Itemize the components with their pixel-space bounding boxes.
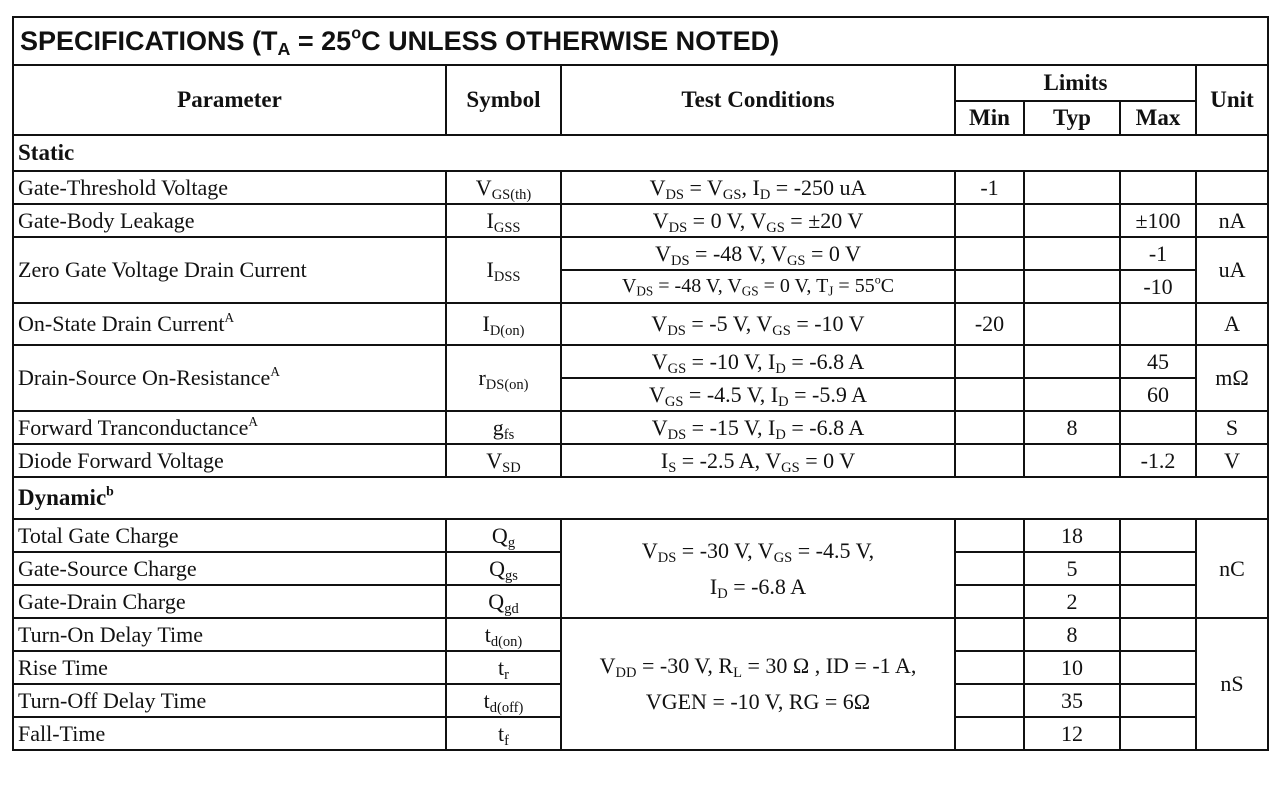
table-row (13, 411, 1268, 444)
table-title: SPECIFICATIONS ($T_A = 25^oC$ UNLESS OTHERWISE NOTED) (13, 17, 1268, 65)
unit-value: V (1196, 444, 1268, 477)
param-gate-source-charge: Gate-Source Charge (13, 552, 446, 585)
typ-value (1024, 237, 1120, 270)
header-max: Max (1120, 101, 1196, 135)
typ-value: 12 (1024, 717, 1120, 750)
table-row (13, 618, 1268, 651)
max-value (1120, 171, 1196, 204)
table-row (13, 171, 1268, 204)
param-turn-on-delay-time: Turn-On Delay Time (13, 618, 446, 651)
min-value: -20 (955, 303, 1024, 345)
test-condition: $V_{GS} = -10$ V, $I_D = -6.8$ A (561, 345, 955, 378)
min-value (955, 717, 1024, 750)
typ-value (1024, 378, 1120, 411)
min-value: -1 (955, 171, 1024, 204)
table-row (13, 303, 1268, 345)
max-value (1120, 552, 1196, 585)
specifications-table-wrapper (12, 16, 1267, 751)
min-value (955, 345, 1024, 378)
test-condition: $V_{DS} = -15$ V, $I_D = -6.8$ A (561, 411, 955, 444)
unit-value: nA (1196, 204, 1268, 237)
typ-value (1024, 171, 1120, 204)
test-condition: $V_{GS} = -4.5$ V, $I_D = -5.9$ A (561, 378, 955, 411)
typ-value (1024, 270, 1120, 303)
typ-value: 35 (1024, 684, 1120, 717)
min-value (955, 684, 1024, 717)
test-condition-gate-charge: $V_{DS} = -30$ V, $V_{GS} = -4.5$ V, $I_D = -6.8$ A (561, 519, 955, 618)
unit-value: S (1196, 411, 1268, 444)
header-symbol: Symbol (446, 65, 561, 135)
param-on-state-drain-current: On-State Drain Current$^A$ (13, 303, 446, 345)
param-diode-forward-voltage: Diode Forward Voltage (13, 444, 446, 477)
max-value: 45 (1120, 345, 1196, 378)
max-value: 60 (1120, 378, 1196, 411)
symbol-gfs: $g_{fs}$ (446, 411, 561, 444)
table-row (13, 345, 1268, 378)
header-test-conditions: Test Conditions (561, 65, 955, 135)
symbol-idss: $I_{DSS}$ (446, 237, 561, 303)
typ-value (1024, 345, 1120, 378)
param-gate-threshold-voltage: Gate-Threshold Voltage (13, 171, 446, 204)
header-unit: Unit (1196, 65, 1268, 135)
param-gate-body-leakage: Gate-Body Leakage (13, 204, 446, 237)
typ-value: 8 (1024, 411, 1120, 444)
max-value: ±100 (1120, 204, 1196, 237)
symbol-vgs-th: $V_{GS(th)}$ (446, 171, 561, 204)
table-row (13, 444, 1268, 477)
test-condition: $V_{DS} = V_{GS}$, $I_D = -250$ uA (561, 171, 955, 204)
unit-value (1196, 171, 1268, 204)
typ-value (1024, 303, 1120, 345)
param-zero-gate-voltage-drain-current: Zero Gate Voltage Drain Current (13, 237, 446, 303)
symbol-vsd: $V_{SD}$ (446, 444, 561, 477)
min-value (955, 204, 1024, 237)
unit-value: A (1196, 303, 1268, 345)
symbol-id-on: $I_{D(on)}$ (446, 303, 561, 345)
max-value (1120, 717, 1196, 750)
symbol-tf: $t_f$ (446, 717, 561, 750)
max-value (1120, 651, 1196, 684)
min-value (955, 237, 1024, 270)
max-value (1120, 303, 1196, 345)
min-value (955, 585, 1024, 618)
unit-value: mΩ (1196, 345, 1268, 411)
max-value: -1 (1120, 237, 1196, 270)
param-turn-off-delay-time: Turn-Off Delay Time (13, 684, 446, 717)
symbol-rds-on: $r_{DS(on)}$ (446, 345, 561, 411)
typ-value: 18 (1024, 519, 1120, 552)
table-row (13, 519, 1268, 552)
table-row (13, 204, 1268, 237)
param-forward-tranconductance: Forward Tranconductance$^A$ (13, 411, 446, 444)
symbol-igss: $I_{GSS}$ (446, 204, 561, 237)
max-value: -1.2 (1120, 444, 1196, 477)
min-value (955, 270, 1024, 303)
max-value (1120, 519, 1196, 552)
table-row (13, 237, 1268, 270)
test-condition-switching: $V_{DD} = -30$ V, $R_L = 30$ Ω , ID = -1 A, VGEN = -10 V, RG = 6Ω (561, 618, 955, 750)
symbol-qgs: $Q_{gs}$ (446, 552, 561, 585)
min-value (955, 618, 1024, 651)
header-min: Min (955, 101, 1024, 135)
min-value (955, 519, 1024, 552)
typ-value: 2 (1024, 585, 1120, 618)
min-value (955, 411, 1024, 444)
max-value: -10 (1120, 270, 1196, 303)
symbol-td-on: $t_{d(on)}$ (446, 618, 561, 651)
test-condition: $V_{DS} = -48$ V, $V_{GS} = 0$ V (561, 237, 955, 270)
typ-value: 8 (1024, 618, 1120, 651)
symbol-tr: $t_r$ (446, 651, 561, 684)
max-value (1120, 684, 1196, 717)
param-drain-source-on-resistance: Drain-Source On-Resistance$^A$ (13, 345, 446, 411)
max-value (1120, 585, 1196, 618)
min-value (955, 378, 1024, 411)
min-value (955, 651, 1024, 684)
param-gate-drain-charge: Gate-Drain Charge (13, 585, 446, 618)
param-fall-time: Fall-Time (13, 717, 446, 750)
specifications-table (12, 16, 1269, 751)
typ-value: 10 (1024, 651, 1120, 684)
param-total-gate-charge: Total Gate Charge (13, 519, 446, 552)
param-rise-time: Rise Time (13, 651, 446, 684)
typ-value (1024, 204, 1120, 237)
section-dynamic: Dynamic$^b$ (13, 477, 1268, 519)
test-condition: $V_{DS} = -48$ V, $V_{GS} = 0$ V, $T_J = 55^oC$ (561, 270, 955, 303)
unit-value: uA (1196, 237, 1268, 303)
typ-value: 5 (1024, 552, 1120, 585)
test-condition: $V_{DS} = 0$ V, $V_{GS} = \pm 20$ V (561, 204, 955, 237)
unit-value: nC (1196, 519, 1268, 618)
test-condition: $I_S = -2.5$ A, $V_{GS} = 0$ V (561, 444, 955, 477)
max-value (1120, 411, 1196, 444)
symbol-qg: $Q_g$ (446, 519, 561, 552)
section-static: Static (13, 135, 1268, 171)
unit-value: nS (1196, 618, 1268, 750)
max-value (1120, 618, 1196, 651)
header-typ: Typ (1024, 101, 1120, 135)
symbol-qgd: $Q_{gd}$ (446, 585, 561, 618)
min-value (955, 552, 1024, 585)
test-condition: $V_{DS} = -5$ V, $V_{GS} = -10$ V (561, 303, 955, 345)
header-parameter: Parameter (13, 65, 446, 135)
min-value (955, 444, 1024, 477)
symbol-td-off: $t_{d(off)}$ (446, 684, 561, 717)
typ-value (1024, 444, 1120, 477)
header-limits: Limits (955, 65, 1196, 101)
